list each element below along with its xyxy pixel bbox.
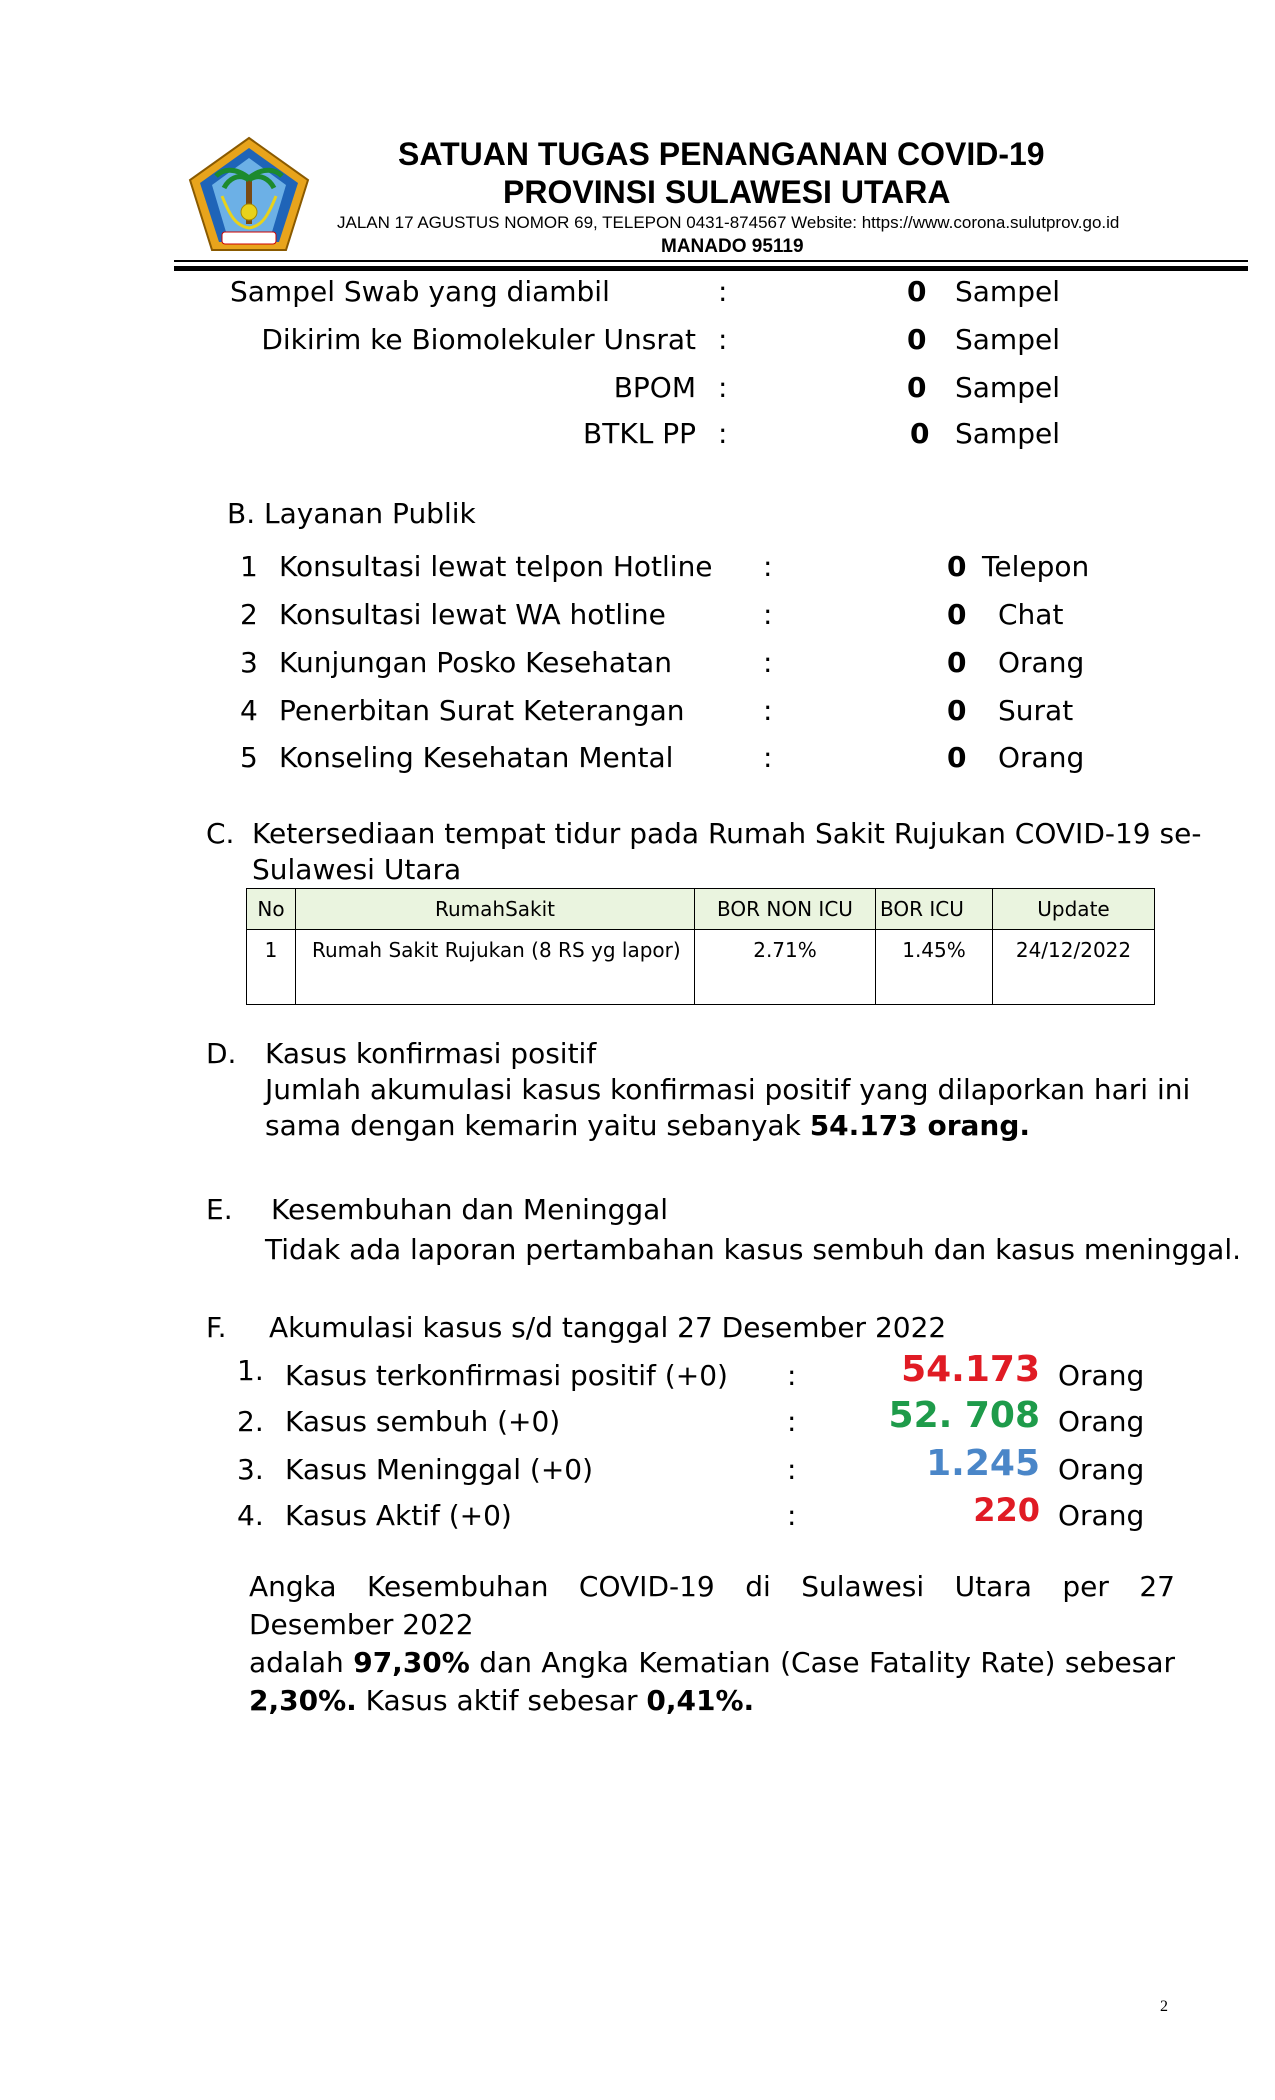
section-d-heading: Kasus konfirmasi positif	[265, 1037, 597, 1070]
table-header-cell: RumahSakit	[296, 889, 695, 930]
section-b-heading: B. Layanan Publik	[227, 497, 476, 530]
service-value: 0	[947, 741, 967, 774]
case-colon: :	[787, 1359, 797, 1392]
service-colon: :	[763, 741, 773, 774]
province-emblem	[186, 136, 312, 254]
service-no: 4	[240, 694, 258, 727]
table-cell: 1	[247, 930, 296, 1005]
section-d-text1: Jumlah akumulasi kasus konfirmasi positif yang dilaporkan hari ini	[265, 1073, 1191, 1106]
table-header-cell: Update	[993, 889, 1155, 930]
service-colon: :	[763, 598, 773, 631]
section-f-heading: Akumulasi kasus s/d tanggal 27 Desember 2022	[269, 1311, 947, 1344]
service-value: 0	[947, 694, 967, 727]
case-no: 4.	[237, 1499, 264, 1532]
summary-text: adalah	[249, 1646, 354, 1679]
sample-label: BPOM	[613, 371, 696, 404]
case-no: 2.	[237, 1405, 264, 1438]
section-d-total: 54.173 orang.	[809, 1109, 1031, 1142]
sample-label: BTKL PP	[583, 417, 696, 450]
service-colon: :	[763, 646, 773, 679]
service-no: 2	[240, 598, 258, 631]
sample-unit: Sampel	[955, 371, 1060, 404]
case-unit: Orang	[1058, 1359, 1145, 1392]
service-unit: Telepon	[982, 550, 1090, 583]
case-value: 220	[973, 1491, 1040, 1529]
case-no: 1.	[237, 1354, 264, 1387]
summary-line1: Angka Kesembuhan COVID-19 di Sulawesi Utara per 27 Desember 2022	[249, 1570, 1175, 1641]
sample-colon: :	[718, 323, 728, 356]
service-label: Konseling Kesehatan Mental	[279, 741, 674, 774]
bed-occupancy-table	[246, 888, 1155, 1005]
case-label: Kasus Meninggal (+0)	[285, 1453, 594, 1486]
header-city: MANADO 95119	[661, 236, 804, 257]
fatality-rate: 2,30%.	[249, 1684, 357, 1717]
sample-label: Dikirim ke Biomolekuler Unsrat	[261, 323, 696, 356]
recovery-rate: 97,30%	[353, 1646, 470, 1679]
case-unit: Orang	[1058, 1405, 1145, 1438]
service-colon: :	[763, 550, 773, 583]
header-title: SATUAN TUGAS PENANGANAN COVID-19	[398, 136, 1045, 172]
service-label: Konsultasi lewat telpon Hotline	[279, 550, 713, 583]
summary-text: Kasus aktif sebesar	[356, 1684, 647, 1717]
case-no: 3.	[237, 1453, 264, 1486]
section-e-heading: Kesembuhan dan Meninggal	[271, 1193, 669, 1226]
sample-value: 0	[910, 417, 930, 450]
table-header-cell: BOR ICU	[876, 889, 993, 930]
section-f-letter: F.	[206, 1311, 227, 1344]
case-value: 52. 708	[888, 1395, 1040, 1436]
case-label: Kasus Aktif (+0)	[285, 1499, 512, 1532]
service-no: 1	[240, 550, 258, 583]
service-no: 5	[240, 741, 258, 774]
page-number: 2	[1160, 1998, 1168, 2015]
case-unit: Orang	[1058, 1453, 1145, 1486]
case-colon: :	[787, 1405, 797, 1438]
sample-value: 0	[907, 275, 927, 308]
service-unit: Orang	[998, 741, 1085, 774]
summary-text: dan Angka Kematian (Case Fatality Rate) sebesar	[469, 1646, 1175, 1679]
section-c-letter: C.	[206, 817, 235, 850]
service-unit: Surat	[998, 694, 1074, 727]
case-value: 54.173	[901, 1349, 1040, 1390]
sample-value: 0	[907, 323, 927, 356]
case-label: Kasus sembuh (+0)	[285, 1405, 561, 1438]
service-label: Penerbitan Surat Keterangan	[279, 694, 685, 727]
sample-colon: :	[718, 417, 728, 450]
header-address: JALAN 17 AGUSTUS NOMOR 69, TELEPON 0431-874567 Website: https://www.corona.sulutprov.go.id	[337, 213, 1120, 232]
section-d-text2-plain: sama dengan kemarin yaitu sebanyak	[265, 1109, 810, 1142]
header-divider-thick	[174, 266, 1248, 271]
table-cell: Rumah Sakit Rujukan (8 RS yg lapor)	[296, 930, 695, 1005]
service-value: 0	[947, 550, 967, 583]
table-row	[247, 930, 1155, 1005]
summary-paragraph	[249, 1568, 1175, 1720]
service-unit: Orang	[998, 646, 1085, 679]
case-unit: Orang	[1058, 1499, 1145, 1532]
section-c-heading-line1: Ketersediaan tempat tidur pada Rumah Sakit Rujukan COVID-19 se-	[252, 817, 1202, 850]
summary-line2	[249, 1644, 1175, 1682]
sample-colon: :	[718, 371, 728, 404]
sample-label: Sampel Swab yang diambil	[230, 275, 610, 308]
table-cell: 24/12/2022	[993, 930, 1155, 1005]
case-label: Kasus terkonfirmasi positif (+0)	[285, 1359, 728, 1392]
service-unit: Chat	[998, 598, 1064, 631]
table-header-row	[247, 889, 1155, 930]
header-subtitle: PROVINSI SULAWESI UTARA	[503, 174, 951, 210]
service-label: Konsultasi lewat WA hotline	[279, 598, 666, 631]
case-colon: :	[787, 1499, 797, 1532]
sample-unit: Sampel	[955, 323, 1060, 356]
case-value: 1.245	[926, 1443, 1040, 1484]
active-rate: 0,41%.	[646, 1684, 755, 1717]
table-cell: 1.45%	[876, 930, 993, 1005]
service-value: 0	[947, 646, 967, 679]
sample-value: 0	[907, 371, 927, 404]
section-d-text2	[265, 1109, 1031, 1142]
case-colon: :	[787, 1453, 797, 1486]
sample-unit: Sampel	[955, 417, 1060, 450]
sample-unit: Sampel	[955, 275, 1060, 308]
section-e-text: Tidak ada laporan pertambahan kasus sembuh dan kasus meninggal.	[265, 1233, 1242, 1266]
section-d-letter: D.	[206, 1037, 237, 1070]
table-cell: 2.71%	[695, 930, 876, 1005]
section-c-heading-line2: Sulawesi Utara	[252, 853, 462, 886]
header-divider-thin	[174, 260, 1248, 262]
table-header-cell: No	[247, 889, 296, 930]
summary-line3	[249, 1682, 1175, 1720]
service-label: Kunjungan Posko Kesehatan	[279, 646, 672, 679]
sample-colon: :	[718, 275, 728, 308]
service-colon: :	[763, 694, 773, 727]
section-e-letter: E.	[206, 1193, 233, 1226]
service-no: 3	[240, 646, 258, 679]
service-value: 0	[947, 598, 967, 631]
table-header-cell: BOR NON ICU	[695, 889, 876, 930]
